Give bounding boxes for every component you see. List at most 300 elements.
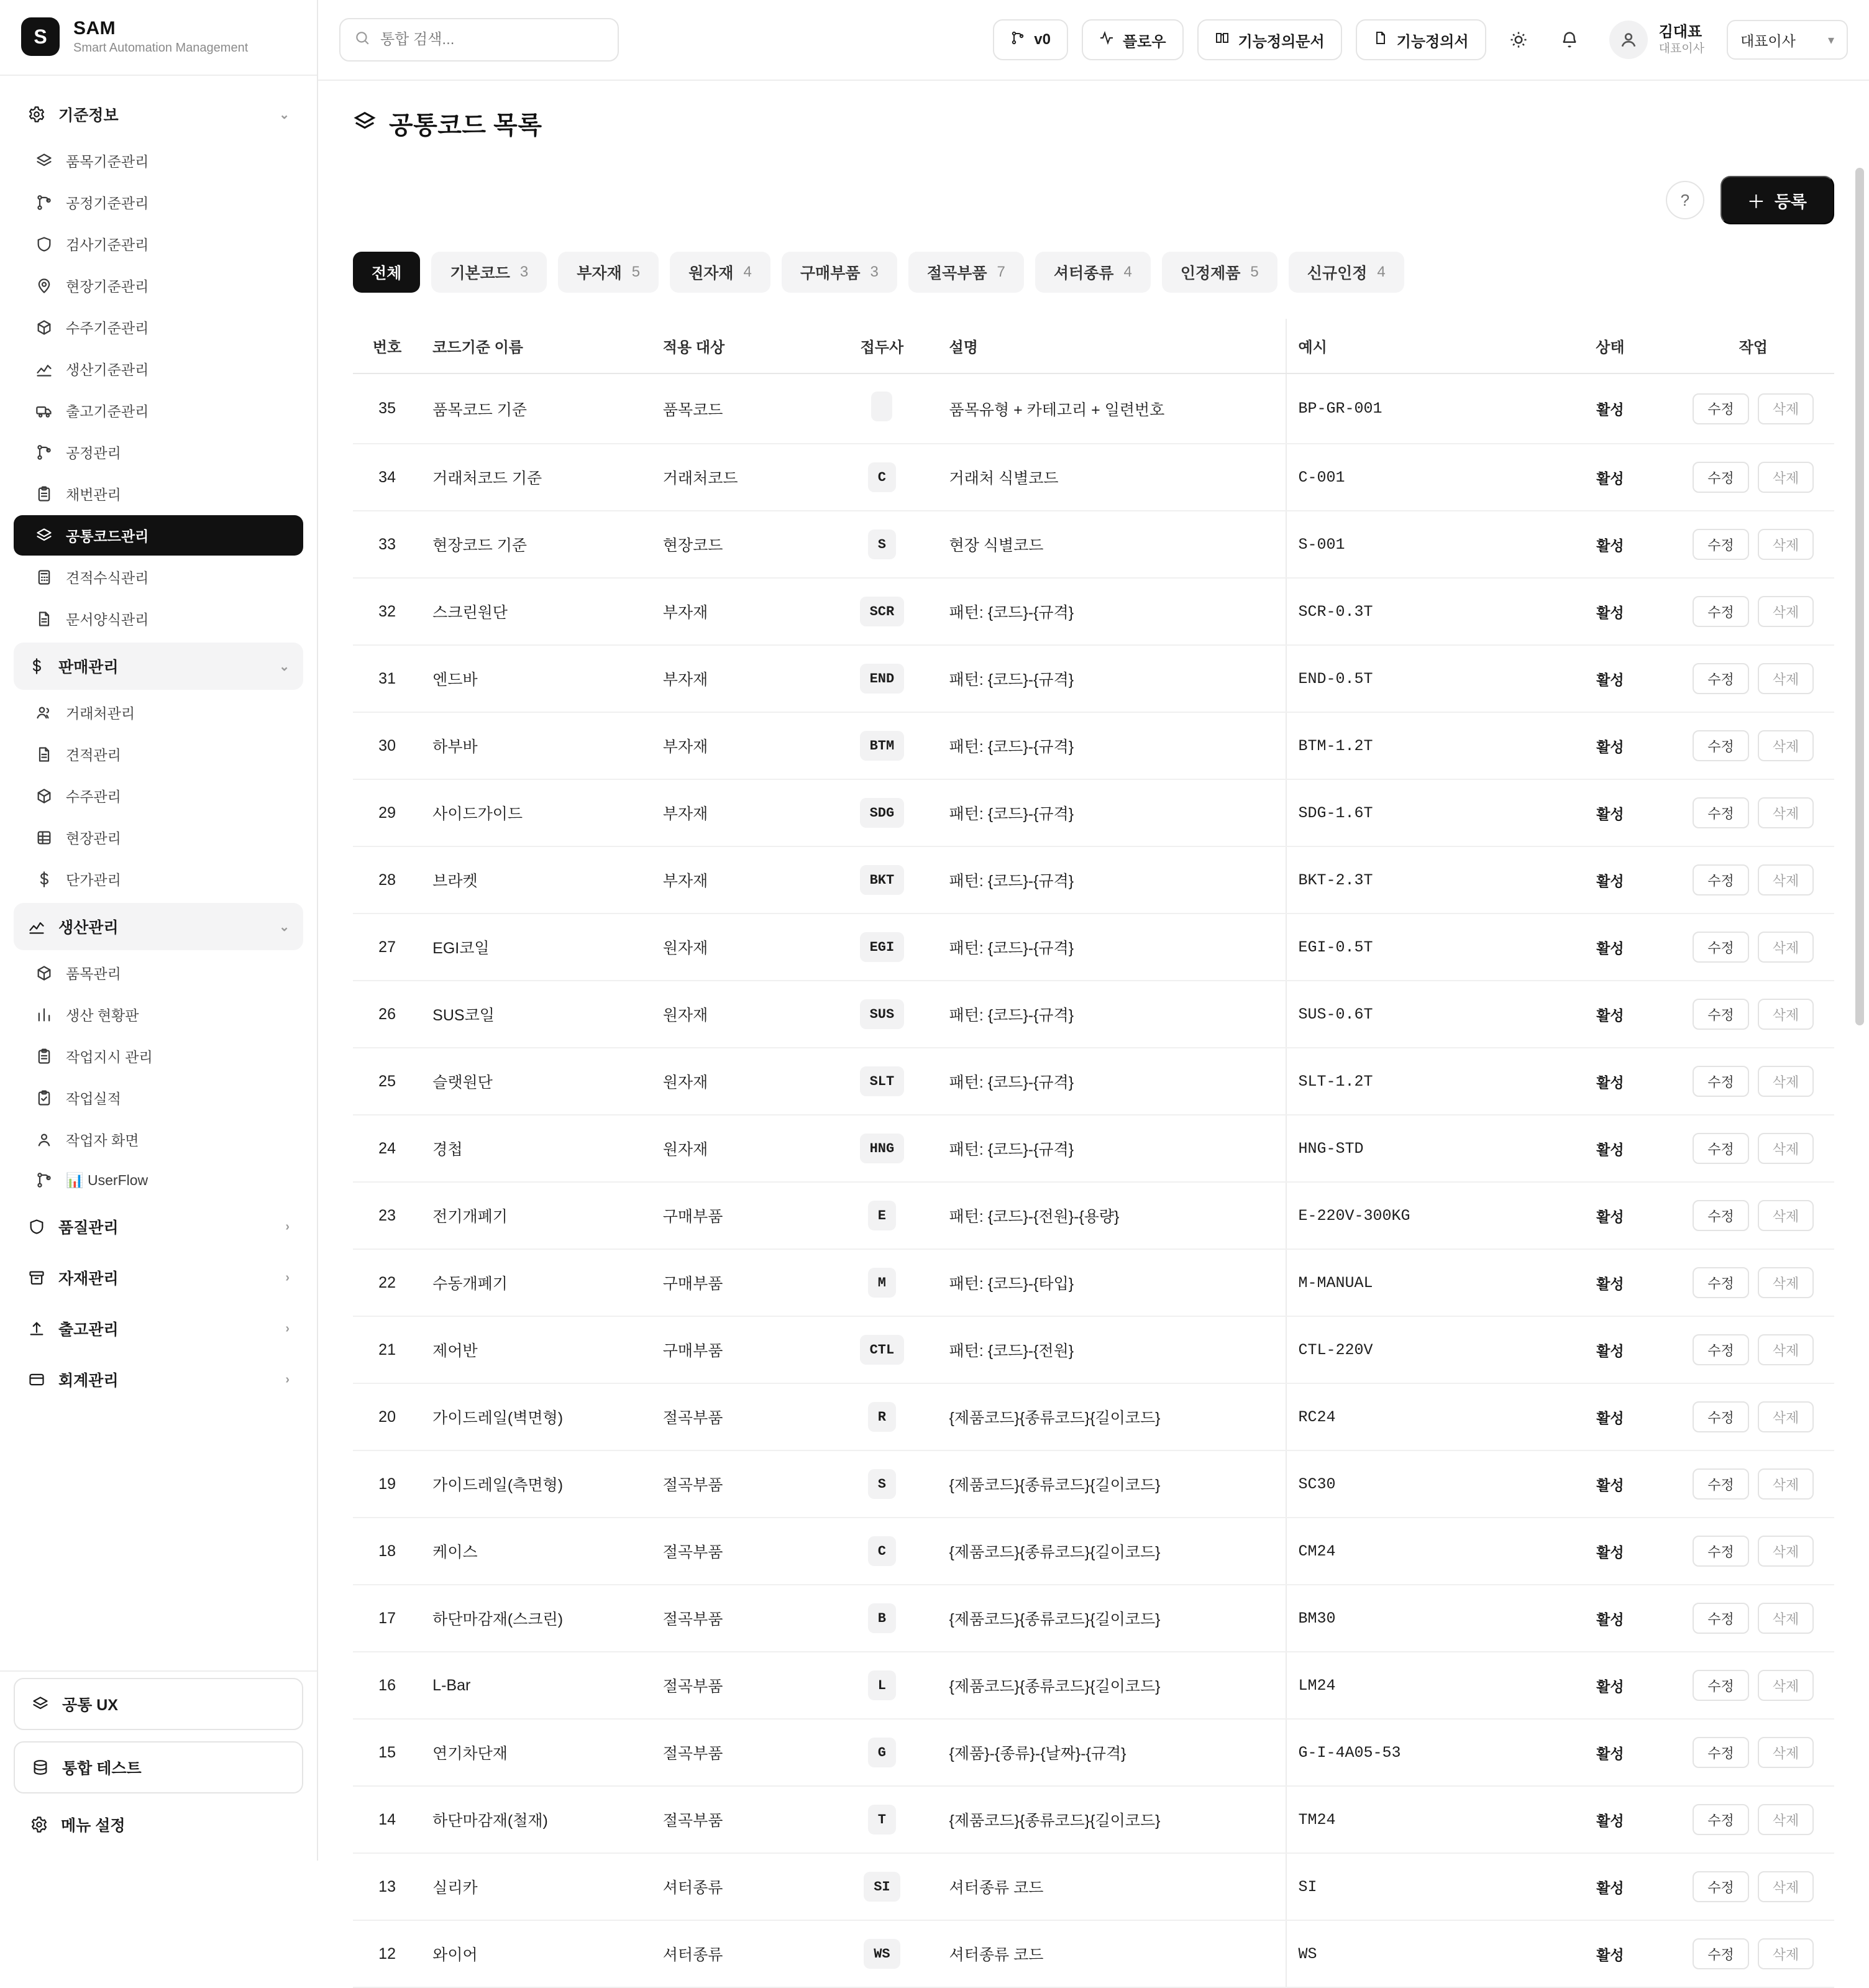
cell-example: BTM-1.2T [1286,712,1548,779]
sidebar-group-생산관리[interactable] [14,903,303,950]
table-row[interactable] [353,1786,1834,1853]
cell-actions [1673,1450,1834,1518]
cell-prefix [826,511,938,578]
delete-button[interactable]: 삭제 [1758,462,1814,493]
delete-button[interactable]: 삭제 [1758,1066,1814,1097]
topbar-chip-flow[interactable] [1082,19,1184,60]
row-actions [1684,462,1823,493]
status-badge: 활성 [1596,1477,1624,1493]
cell-no: 21 [353,1316,421,1383]
cell-target: 부자재 [652,578,826,645]
edit-button[interactable]: 수정 [1693,596,1749,627]
table-row[interactable] [353,981,1834,1048]
row-actions [1684,864,1823,896]
cell-example: G-I-4A05-53 [1286,1719,1548,1786]
tab-label: 전체 [372,265,402,282]
topbar-chip-v0[interactable] [993,19,1068,60]
table-row[interactable] [353,1048,1834,1115]
sidebar-item-공정기준관리[interactable] [14,182,303,222]
sidebar-item-label: 거래처관리 [66,705,135,721]
sidebar-item-채번관리[interactable] [14,474,303,514]
sidebar-group-기준정보[interactable] [14,91,303,138]
cell-target: 절곡부품 [652,1585,826,1652]
chevron-right-icon: › [285,1372,290,1386]
sidebar-item-현장기준관리[interactable] [14,265,303,306]
role-select[interactable] [1727,20,1848,60]
cell-no: 13 [353,1853,421,1920]
help-button[interactable]: ? [1666,181,1704,219]
cell-no: 14 [353,1786,421,1853]
status-badge: 활성 [1596,1007,1624,1024]
delete-button[interactable]: 삭제 [1758,596,1814,627]
status-badge: 활성 [1596,604,1624,621]
cell-state [1548,1182,1672,1249]
cell-actions [1673,1115,1834,1182]
sidebar-bottom-공통 UX[interactable] [14,1678,303,1730]
sidebar-item-품목기준관리[interactable] [14,140,303,181]
edit-button[interactable]: 수정 [1693,864,1749,896]
cell-prefix [826,645,938,712]
delete-button[interactable]: 삭제 [1758,1871,1814,1902]
row-actions [1684,932,1823,963]
register-button[interactable] [1720,176,1834,224]
status-badge: 활성 [1596,738,1624,755]
th-state: 상태 [1548,319,1672,373]
cell-prefix [826,1652,938,1719]
cell-name: L-Bar [421,1652,652,1719]
row-actions [1684,1401,1823,1432]
chevron-down-icon: ⌄ [279,920,290,934]
delete-button[interactable]: 삭제 [1758,1670,1814,1701]
cell-name: 수동개폐기 [421,1249,652,1316]
pin-icon [35,277,53,295]
sidebar-bottom-통합 테스트[interactable] [14,1741,303,1793]
th-example: 예시 [1286,319,1548,373]
cell-state [1548,1920,1672,1987]
tab-구매부품[interactable] [782,252,897,293]
tab-label: 구매부품 [800,265,861,282]
table-body [353,373,1834,1987]
tab-기본코드[interactable] [431,252,547,293]
cell-actions [1673,1249,1834,1316]
cell-state [1548,1383,1672,1450]
sidebar-item-label: 생산기준관리 [66,362,149,378]
cell-state [1548,712,1672,779]
edit-button[interactable]: 수정 [1693,1267,1749,1298]
sidebar-group-자재관리[interactable] [14,1254,303,1301]
sidebar-group-품질관리[interactable] [14,1203,303,1250]
tab-count: 7 [997,263,1005,280]
cell-actions [1673,1853,1834,1920]
edit-button[interactable]: 수정 [1693,1334,1749,1365]
edit-button[interactable]: 수정 [1693,730,1749,761]
table-row[interactable] [353,1249,1834,1316]
common-code-table [353,319,1834,1988]
sidebar-item-작업지시 관리[interactable] [14,1036,303,1076]
cell-state [1548,981,1672,1048]
edit-button[interactable]: 수정 [1693,1804,1749,1835]
edit-button[interactable]: 수정 [1693,393,1749,424]
cell-description: 현장 식별코드 [938,511,1287,578]
branch-icon [1010,30,1025,50]
sidebar-item-label: 생산 현황판 [66,1007,139,1024]
sidebar-item-검사기준관리[interactable] [14,224,303,264]
sidebar-item-견적수식관리[interactable] [14,557,303,597]
delete-button[interactable]: 삭제 [1758,1536,1814,1567]
sidebar-item-공통코드관리[interactable] [14,515,303,556]
prefix-badge: T [868,1805,896,1835]
tab-label: 인정제품 [1180,265,1241,282]
cell-no: 35 [353,373,421,444]
archive-icon [27,1268,46,1287]
cell-example: BP-GR-001 [1286,373,1548,444]
edit-button[interactable]: 수정 [1693,1871,1749,1902]
table-row[interactable] [353,914,1834,981]
cell-prefix [826,444,938,511]
sidebar-item-작업자 화면[interactable] [14,1119,303,1160]
prefix-badge: WS [864,1939,900,1969]
cell-prefix [826,981,938,1048]
layers-icon [353,110,377,137]
edit-button[interactable]: 수정 [1693,1468,1749,1500]
cell-example: CTL-220V [1286,1316,1548,1383]
chart-icon [35,360,53,378]
row-actions [1684,1200,1823,1231]
row-actions [1684,1804,1823,1835]
topbar-chip-v0-label: v0 [1034,31,1051,48]
edit-button[interactable]: 수정 [1693,1938,1749,1969]
sidebar-item-품목관리[interactable] [14,953,303,993]
table-row[interactable] [353,846,1834,914]
truck-icon [35,401,53,420]
cell-name: 하부바 [421,712,652,779]
sun-icon[interactable] [1500,21,1537,58]
sidebar-item-label: 단가관리 [66,872,121,888]
sidebar-item-수주기준관리[interactable] [14,307,303,347]
gear-icon [30,1815,48,1834]
sidebar-item-단가관리[interactable] [14,859,303,899]
edit-button[interactable]: 수정 [1693,797,1749,828]
sidebar-item-문서양식관리[interactable] [14,598,303,639]
sidebar-item-수주관리[interactable] [14,776,303,816]
table-row[interactable] [353,1182,1834,1249]
prefix-badge: SUS [860,999,905,1029]
cell-state [1548,1316,1672,1383]
delete-button[interactable]: 삭제 [1758,529,1814,560]
cell-description: {제품코드}{종류코드}{길이코드} [938,1652,1287,1719]
edit-button[interactable]: 수정 [1693,1737,1749,1768]
delete-button[interactable]: 삭제 [1758,1938,1814,1969]
cell-actions [1673,1652,1834,1719]
cell-actions [1673,645,1834,712]
sidebar-item-현장관리[interactable] [14,817,303,858]
cell-state [1548,1249,1672,1316]
delete-button[interactable]: 삭제 [1758,1737,1814,1768]
cell-state [1548,444,1672,511]
chart-icon [27,917,46,936]
search-input[interactable] [380,31,604,48]
cell-example: E-220V-300KG [1286,1182,1548,1249]
register-button-label: 등록 [1774,192,1807,211]
grid-icon [35,828,53,847]
cell-description: 셔터종류 코드 [938,1920,1287,1987]
edit-button[interactable]: 수정 [1693,1536,1749,1567]
row-actions [1684,1267,1823,1298]
brand-logo: S [21,17,60,56]
tab-전체[interactable] [353,252,420,293]
page-title-row [353,106,1834,141]
edit-button[interactable]: 수정 [1693,999,1749,1030]
sidebar-item-label: 작업실적 [66,1091,121,1107]
cell-example: RC24 [1286,1383,1548,1450]
tab-원자재[interactable] [670,252,770,293]
tab-label: 신규인정 [1307,265,1368,282]
bar-chart-icon [35,1005,53,1024]
cell-target: 원자재 [652,981,826,1048]
table-row[interactable] [353,1518,1834,1585]
cell-no: 23 [353,1182,421,1249]
row-actions [1684,1468,1823,1500]
delete-button[interactable]: 삭제 [1758,1267,1814,1298]
cell-description: 패턴: {코드}-{규격} [938,846,1287,914]
cell-target: 현장코드 [652,511,826,578]
edit-button[interactable]: 수정 [1693,1603,1749,1634]
cell-state [1548,578,1672,645]
topbar-chip-feature-spec-label: 기능정의서 [1396,33,1469,50]
sidebar-item-label: 문서양식관리 [66,612,149,628]
cell-prefix [826,1786,938,1853]
cell-no: 28 [353,846,421,914]
sidebar-bottom-label: 공통 UX [62,1697,118,1714]
shield-icon [27,1217,46,1236]
edit-button[interactable]: 수정 [1693,462,1749,493]
scrollbar-thumb[interactable] [1855,168,1864,1025]
delete-button[interactable]: 삭제 [1758,393,1814,424]
prefix-badge: BKT [860,865,905,895]
user-role: 대표이사 [1658,42,1704,56]
sidebar-bottom-label: 메뉴 설정 [61,1817,126,1835]
row-actions [1684,663,1823,694]
sidebar-bottom [0,1670,317,1861]
sidebar-group-label: 생산관리 [58,919,119,937]
prefix-badge: SCR [860,597,905,626]
edit-button[interactable]: 수정 [1693,1200,1749,1231]
table-row[interactable] [353,1115,1834,1182]
cell-name: 실리카 [421,1853,652,1920]
search-box[interactable] [339,18,619,62]
cell-description: {제품코드}{종류코드}{길이코드} [938,1383,1287,1450]
cell-example: WS [1286,1920,1548,1987]
table-row[interactable] [353,578,1834,645]
vertical-scrollbar[interactable] [1855,168,1864,1883]
table-row[interactable] [353,444,1834,511]
table-row[interactable] [353,712,1834,779]
prefix-badge: M [868,1268,896,1298]
table-row[interactable] [353,511,1834,578]
cell-prefix [826,1853,938,1920]
th-prefix: 접두사 [826,319,938,373]
sidebar-item-label: 공정관리 [66,445,121,461]
cell-description: 패턴: {코드}-{규격} [938,645,1287,712]
delete-button[interactable]: 삭제 [1758,1401,1814,1432]
table-head [353,319,1834,373]
table-row[interactable] [353,1316,1834,1383]
cell-example: CM24 [1286,1518,1548,1585]
cell-no: 31 [353,645,421,712]
cell-name: 케이스 [421,1518,652,1585]
edit-button[interactable]: 수정 [1693,932,1749,963]
cell-description: 패턴: {코드}-{규격} [938,1115,1287,1182]
sidebar-group-출고관리[interactable] [14,1305,303,1352]
tab-신규인정[interactable] [1289,252,1404,293]
cell-description: 패턴: {코드}-{규격} [938,981,1287,1048]
status-badge: 활성 [1596,1946,1624,1963]
delete-button[interactable]: 삭제 [1758,663,1814,694]
sidebar-item-label: 공통코드관리 [66,528,149,544]
cell-description: {제품코드}{종류코드}{길이코드} [938,1450,1287,1518]
cell-prefix [826,1115,938,1182]
delete-button[interactable]: 삭제 [1758,932,1814,963]
delete-button[interactable]: 삭제 [1758,864,1814,896]
cell-no: 12 [353,1920,421,1987]
table-row[interactable] [353,645,1834,712]
cell-target: 셔터종류 [652,1920,826,1987]
cell-name: 엔드바 [421,645,652,712]
table-row[interactable] [353,1383,1834,1450]
table-row[interactable] [353,1585,1834,1652]
sidebar-group-판매관리[interactable] [14,643,303,690]
prefix-badge: BTM [860,731,905,761]
prefix-badge: G [868,1738,896,1767]
sidebar-item-견적관리[interactable] [14,734,303,774]
user-chip[interactable] [1609,21,1704,59]
cell-actions [1673,1048,1834,1115]
plus-icon: ＋ [1747,192,1765,211]
edit-button[interactable]: 수정 [1693,1401,1749,1432]
tab-count: 5 [631,263,641,280]
cell-name: 경첩 [421,1115,652,1182]
cell-actions [1673,1518,1834,1585]
cell-example: TM24 [1286,1786,1548,1853]
cell-state [1548,1518,1672,1585]
cell-target: 셔터종류 [652,1853,826,1920]
table-row[interactable] [353,1652,1834,1719]
edit-button[interactable]: 수정 [1693,1133,1749,1164]
tab-셔터종류[interactable] [1035,252,1151,293]
bell-icon[interactable] [1551,21,1588,58]
cell-description: 패턴: {코드}-{규격} [938,712,1287,779]
sidebar-bottom-메뉴 설정[interactable] [14,1805,303,1844]
cell-example: SI [1286,1853,1548,1920]
delete-button[interactable]: 삭제 [1758,1468,1814,1500]
sidebar-item-label: 작업지시 관리 [66,1049,153,1065]
cell-state [1548,1853,1672,1920]
sidebar-item-생산기준관리[interactable] [14,349,303,389]
table-row[interactable] [353,1450,1834,1518]
chevron-right-icon: › [285,1321,290,1335]
cell-no: 26 [353,981,421,1048]
sidebar-item-출고기준관리[interactable] [14,390,303,431]
sidebar-item-📊 UserFlow[interactable] [14,1161,303,1199]
role-select-value: 대표이사 [1740,32,1796,49]
sidebar-item-생산 현황판[interactable] [14,994,303,1035]
sidebar-item-공정관리[interactable] [14,432,303,472]
cell-prefix [826,1316,938,1383]
edit-button[interactable]: 수정 [1693,663,1749,694]
tab-count: 3 [870,263,879,280]
sidebar-item-label: 현장관리 [66,830,121,846]
row-actions [1684,1737,1823,1768]
delete-button[interactable]: 삭제 [1758,1200,1814,1231]
tab-count: 4 [1123,263,1132,280]
tab-count: 3 [519,263,529,280]
th-desc: 설명 [938,319,1287,373]
cell-actions [1673,1182,1834,1249]
cell-target: 절곡부품 [652,1719,826,1786]
cell-no: 20 [353,1383,421,1450]
edit-button[interactable]: 수정 [1693,1066,1749,1097]
delete-button[interactable]: 삭제 [1758,1334,1814,1365]
table-row[interactable] [353,1853,1834,1920]
edit-button[interactable]: 수정 [1693,529,1749,560]
cell-actions [1673,914,1834,981]
cell-no: 33 [353,511,421,578]
delete-button[interactable]: 삭제 [1758,1603,1814,1634]
cell-actions [1673,1719,1834,1786]
cell-example: BKT-2.3T [1286,846,1548,914]
sidebar-item-label: 품목기준관리 [66,153,149,170]
th-actions: 작업 [1673,319,1834,373]
cell-no: 27 [353,914,421,981]
cell-no: 17 [353,1585,421,1652]
tab-인정제품[interactable] [1162,252,1277,293]
sidebar-group-label: 기준정보 [58,107,119,124]
edit-button[interactable]: 수정 [1693,1670,1749,1701]
table-row[interactable] [353,373,1834,444]
tab-label: 부자재 [577,265,622,282]
prefix-badge: R [868,1402,896,1432]
delete-button[interactable]: 삭제 [1758,1804,1814,1835]
cell-prefix [826,846,938,914]
sidebar-item-label: 현장기준관리 [66,278,149,295]
cell-state [1548,511,1672,578]
topbar-chip-flow-label: 플로우 [1122,33,1166,50]
topbar-chip-feature-spec[interactable] [1356,19,1486,60]
cell-target: 절곡부품 [652,1518,826,1585]
delete-button[interactable]: 삭제 [1758,1133,1814,1164]
clipboard-icon [35,485,53,503]
cell-prefix [826,578,938,645]
brand-subtitle: Smart Automation Management [73,40,249,55]
table-row[interactable] [353,1920,1834,1987]
tab-절곡부품[interactable] [908,252,1024,293]
cell-name: 제어반 [421,1316,652,1383]
sidebar-item-작업실적[interactable] [14,1078,303,1118]
sidebar-group-회계관리[interactable] [14,1356,303,1403]
box-icon [35,318,53,337]
delete-button[interactable]: 삭제 [1758,730,1814,761]
sidebar-item-label: 수주관리 [66,789,121,805]
table-row[interactable] [353,1719,1834,1786]
delete-button[interactable]: 삭제 [1758,999,1814,1030]
table-row[interactable] [353,779,1834,846]
delete-button[interactable]: 삭제 [1758,797,1814,828]
topbar-chip-feature-doc[interactable] [1197,19,1342,60]
tab-부자재[interactable] [558,252,659,293]
prefix-badge: SLT [860,1066,905,1096]
sidebar-item-거래처관리[interactable] [14,692,303,733]
cell-description: 패턴: {코드}-{규격} [938,779,1287,846]
